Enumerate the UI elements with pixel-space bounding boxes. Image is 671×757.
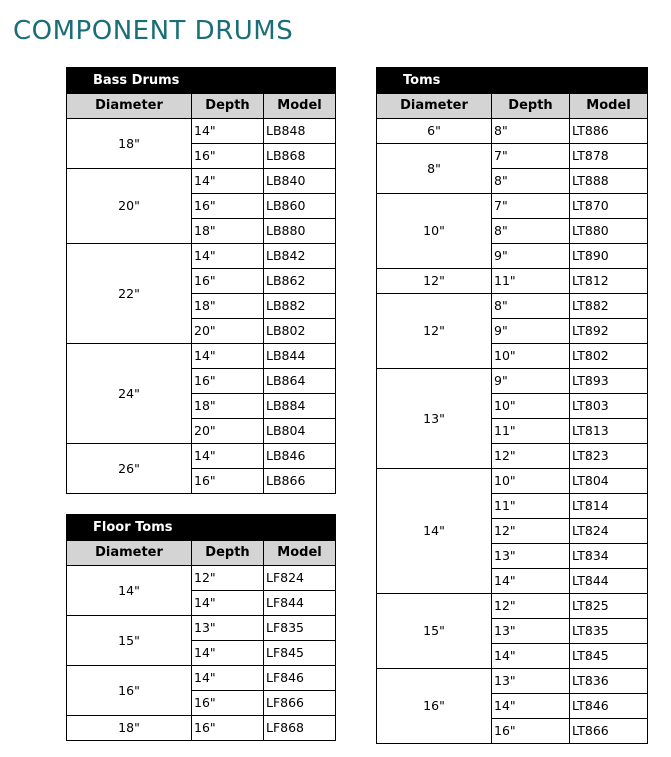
column-header-model: Model	[264, 94, 336, 119]
model-cell: LF846	[264, 666, 336, 691]
model-cell: LT846	[570, 694, 648, 719]
bass-drums-table	[66, 67, 336, 494]
model-cell: LF835	[264, 616, 336, 641]
diameter-cell: 13"	[377, 369, 492, 469]
depth-cell: 9"	[492, 244, 570, 269]
depth-cell: 18"	[192, 219, 264, 244]
table-row	[67, 344, 336, 369]
model-cell: LT812	[570, 269, 648, 294]
diameter-cell: 18"	[67, 119, 192, 169]
diameter-cell: 16"	[377, 669, 492, 744]
depth-cell: 14"	[192, 666, 264, 691]
depth-cell: 11"	[492, 269, 570, 294]
diameter-cell: 24"	[67, 344, 192, 444]
header-row	[67, 94, 336, 119]
depth-cell: 7"	[492, 144, 570, 169]
depth-cell: 16"	[192, 194, 264, 219]
model-cell: LT893	[570, 369, 648, 394]
diameter-cell: 20"	[67, 169, 192, 244]
depth-cell: 13"	[492, 544, 570, 569]
depth-cell: 20"	[192, 319, 264, 344]
table-row	[67, 616, 336, 641]
depth-cell: 11"	[492, 494, 570, 519]
depth-cell: 14"	[192, 591, 264, 616]
model-cell: LT866	[570, 719, 648, 744]
depth-cell: 13"	[192, 616, 264, 641]
table-row	[377, 144, 648, 169]
model-cell: LT888	[570, 169, 648, 194]
diameter-cell: 15"	[67, 616, 192, 666]
table-row	[377, 469, 648, 494]
model-cell: LB868	[264, 144, 336, 169]
depth-cell: 14"	[192, 344, 264, 369]
depth-cell: 8"	[492, 169, 570, 194]
table-title-row	[67, 68, 336, 94]
depth-cell: 12"	[492, 444, 570, 469]
model-cell: LT870	[570, 194, 648, 219]
table-row	[377, 294, 648, 319]
model-cell: LB880	[264, 219, 336, 244]
diameter-cell: 26"	[67, 444, 192, 494]
model-cell: LT802	[570, 344, 648, 369]
header-row	[67, 541, 336, 566]
model-cell: LT882	[570, 294, 648, 319]
table-row	[377, 594, 648, 619]
page-title: COMPONENT DRUMS	[13, 16, 294, 46]
column-header-depth: Depth	[192, 541, 264, 566]
model-cell: LF868	[264, 716, 336, 741]
table-row	[67, 716, 336, 741]
model-cell: LB848	[264, 119, 336, 144]
column-header-depth: Depth	[192, 94, 264, 119]
diameter-cell: 15"	[377, 594, 492, 669]
model-cell: LF824	[264, 566, 336, 591]
depth-cell: 16"	[192, 716, 264, 741]
depth-cell: 16"	[192, 469, 264, 494]
depth-cell: 20"	[192, 419, 264, 444]
depth-cell: 14"	[492, 569, 570, 594]
model-cell: LT878	[570, 144, 648, 169]
table-title: Bass Drums	[67, 68, 336, 94]
depth-cell: 13"	[492, 619, 570, 644]
column-header-diameter: Diameter	[67, 541, 192, 566]
model-cell: LB860	[264, 194, 336, 219]
model-cell: LF845	[264, 641, 336, 666]
model-cell: LB804	[264, 419, 336, 444]
model-cell: LB862	[264, 269, 336, 294]
model-cell: LT813	[570, 419, 648, 444]
model-cell: LT836	[570, 669, 648, 694]
table-row	[377, 194, 648, 219]
depth-cell: 14"	[492, 694, 570, 719]
table-row	[67, 119, 336, 144]
depth-cell: 14"	[192, 244, 264, 269]
model-cell: LB864	[264, 369, 336, 394]
diameter-cell: 6"	[377, 119, 492, 144]
diameter-cell: 16"	[67, 666, 192, 716]
model-cell: LB802	[264, 319, 336, 344]
table-title: Toms	[377, 68, 648, 94]
depth-cell: 10"	[492, 394, 570, 419]
table-row	[67, 566, 336, 591]
model-cell: LF844	[264, 591, 336, 616]
table-row	[377, 669, 648, 694]
model-cell: LB842	[264, 244, 336, 269]
table-row	[377, 269, 648, 294]
model-cell: LB866	[264, 469, 336, 494]
table-row	[67, 444, 336, 469]
floor-toms-table	[66, 514, 336, 741]
diameter-cell: 10"	[377, 194, 492, 269]
depth-cell: 9"	[492, 319, 570, 344]
depth-cell: 10"	[492, 469, 570, 494]
model-cell: LB846	[264, 444, 336, 469]
model-cell: LT814	[570, 494, 648, 519]
depth-cell: 16"	[192, 691, 264, 716]
diameter-cell: 14"	[67, 566, 192, 616]
table-row	[67, 244, 336, 269]
model-cell: LB882	[264, 294, 336, 319]
depth-cell: 9"	[492, 369, 570, 394]
depth-cell: 8"	[492, 119, 570, 144]
model-cell: LB884	[264, 394, 336, 419]
column-header-model: Model	[570, 94, 648, 119]
table-row	[377, 369, 648, 394]
model-cell: LT844	[570, 569, 648, 594]
depth-cell: 12"	[492, 519, 570, 544]
depth-cell: 11"	[492, 419, 570, 444]
model-cell: LB840	[264, 169, 336, 194]
column-header-diameter: Diameter	[67, 94, 192, 119]
depth-cell: 8"	[492, 219, 570, 244]
model-cell: LT845	[570, 644, 648, 669]
model-cell: LT892	[570, 319, 648, 344]
model-cell: LT890	[570, 244, 648, 269]
toms-table	[376, 67, 648, 744]
depth-cell: 16"	[492, 719, 570, 744]
depth-cell: 14"	[192, 641, 264, 666]
depth-cell: 14"	[192, 119, 264, 144]
depth-cell: 18"	[192, 294, 264, 319]
diameter-cell: 12"	[377, 269, 492, 294]
diameter-cell: 12"	[377, 294, 492, 369]
table-title: Floor Toms	[67, 515, 336, 541]
model-cell: LF866	[264, 691, 336, 716]
table-row	[377, 119, 648, 144]
diameter-cell: 8"	[377, 144, 492, 194]
depth-cell: 16"	[192, 144, 264, 169]
model-cell: LT886	[570, 119, 648, 144]
depth-cell: 16"	[192, 369, 264, 394]
table-title-row	[67, 515, 336, 541]
depth-cell: 14"	[192, 169, 264, 194]
model-cell: LT835	[570, 619, 648, 644]
diameter-cell: 22"	[67, 244, 192, 344]
depth-cell: 7"	[492, 194, 570, 219]
model-cell: LT834	[570, 544, 648, 569]
depth-cell: 10"	[492, 344, 570, 369]
model-cell: LT824	[570, 519, 648, 544]
column-header-model: Model	[264, 541, 336, 566]
depth-cell: 12"	[492, 594, 570, 619]
model-cell: LT823	[570, 444, 648, 469]
depth-cell: 12"	[192, 566, 264, 591]
diameter-cell: 14"	[377, 469, 492, 594]
model-cell: LT880	[570, 219, 648, 244]
depth-cell: 14"	[192, 444, 264, 469]
depth-cell: 8"	[492, 294, 570, 319]
header-row	[377, 94, 648, 119]
table-row	[67, 169, 336, 194]
table-title-row	[377, 68, 648, 94]
table-row	[67, 666, 336, 691]
depth-cell: 18"	[192, 394, 264, 419]
depth-cell: 14"	[492, 644, 570, 669]
depth-cell: 13"	[492, 669, 570, 694]
diameter-cell: 18"	[67, 716, 192, 741]
model-cell: LT803	[570, 394, 648, 419]
column-header-depth: Depth	[492, 94, 570, 119]
depth-cell: 16"	[192, 269, 264, 294]
model-cell: LB844	[264, 344, 336, 369]
model-cell: LT804	[570, 469, 648, 494]
column-header-diameter: Diameter	[377, 94, 492, 119]
model-cell: LT825	[570, 594, 648, 619]
